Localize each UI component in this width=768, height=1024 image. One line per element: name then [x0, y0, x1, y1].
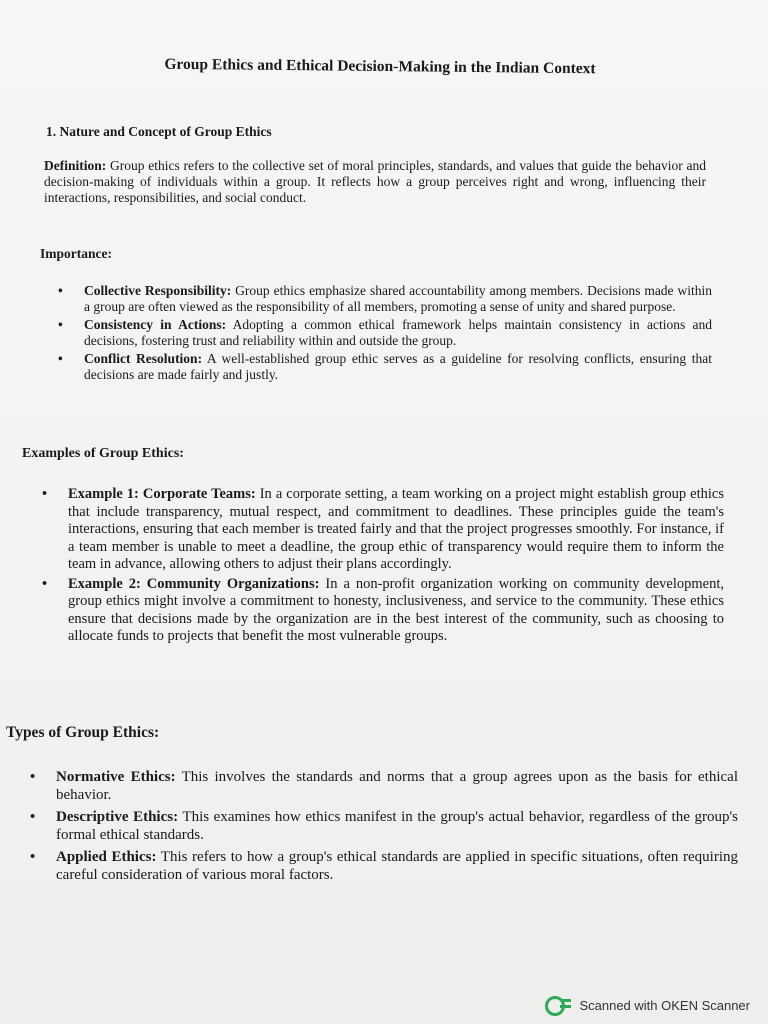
- bullet: •: [58, 283, 63, 298]
- item-label: Example 1: Corporate Teams:: [68, 486, 256, 502]
- item-text: This refers to how a group's ethical standards are applied in specific situations, often requiring careful consideration of various moral factors.: [56, 849, 739, 883]
- item-label: Conflict Resolution:: [84, 351, 203, 366]
- definition-label: Definition:: [44, 158, 107, 173]
- list-item: [30, 808, 738, 844]
- item-text: In a non-profit organization working on community development, group ethics might involve a commitment to honesty, inclusiveness, and service to the community. These ethics ensure that decisions made by the organization are in the best interest of the community, such as choosing to allocate funds to projects that benefit the most vulnerable groups.: [68, 575, 724, 644]
- item-label: Applied Ethics:: [56, 849, 157, 865]
- bullet: •: [30, 849, 36, 865]
- bullet: •: [58, 351, 63, 366]
- item-text: Adopting a common ethical framework helps maintain consistency in actions and decisions, fostering trust and reliability within and outside the group.: [84, 317, 713, 348]
- oken-scanner-logo-icon: [545, 996, 571, 1014]
- list-item: [58, 317, 713, 349]
- item-text: This involves the standards and norms that a group agrees upon as the basis for ethical behavior.: [56, 769, 738, 803]
- examples-heading: Examples of Group Ethics:: [22, 446, 184, 461]
- bullet: •: [30, 769, 36, 785]
- item-label: Example 2: Community Organizations:: [68, 575, 320, 592]
- list-item: [58, 351, 712, 383]
- scanner-watermark-text: Scanned with OKEN Scanner: [579, 997, 750, 1013]
- item-text: In a corporate setting, a team working on a project might establish group ethics that include transparency, mutual respect, and commitment to deadlines. These principles guide the team's interactions, ensuring that each member is treated fairly and that the project progresses smoothly. For instance, if a team member is unable to meet a deadline, the group ethic of transparency would require them to inform the team in advance, allowing others to adjust their plans accordingly.: [68, 486, 725, 572]
- document-title: Group Ethics and Ethical Decision-Making in the Indian Context: [164, 55, 596, 78]
- types-list: [30, 768, 739, 884]
- bullet: •: [30, 809, 36, 825]
- definition-text: Group ethics refers to the collective set of moral principles, standards, and values that guide the behavior and decision-making of individuals within a group. It reflects how a group perceives right and wrong, influencing their interactions, responsibilities, and social conduct.: [44, 158, 706, 205]
- definition-paragraph: [44, 158, 706, 206]
- item-text: This examines how ethics manifest in the group's actual behavior, regardless of the group's formal ethical standards.: [56, 809, 738, 843]
- item-label: Normative Ethics:: [56, 769, 176, 785]
- list-item: [58, 283, 713, 315]
- types-heading: Types of Group Ethics:: [6, 724, 160, 741]
- item-text: Group ethics emphasize shared accountability among members. Decisions made within a group are often viewed as the responsibility of all members, promoting a sense of unity and shared purpose.: [84, 283, 713, 314]
- importance-heading: Importance:: [40, 246, 112, 261]
- item-label: Collective Responsibility:: [84, 283, 232, 298]
- bullet: •: [58, 317, 63, 332]
- item-text: A well-established group ethic serves as a guideline for resolving conflicts, ensuring that decisions are made fairly and justly.: [84, 351, 712, 382]
- importance-list: [58, 283, 713, 383]
- list-item: [30, 848, 739, 884]
- bullet: •: [42, 575, 48, 592]
- list-item: [42, 486, 725, 574]
- scanner-watermark: [545, 996, 750, 1014]
- list-item: [42, 575, 724, 646]
- item-label: Consistency in Actions:: [84, 317, 227, 332]
- section-heading: 1. Nature and Concept of Group Ethics: [46, 124, 272, 139]
- item-label: Descriptive Ethics:: [56, 809, 179, 825]
- bullet: •: [42, 486, 48, 502]
- list-item: [30, 768, 738, 804]
- examples-list: [42, 486, 725, 646]
